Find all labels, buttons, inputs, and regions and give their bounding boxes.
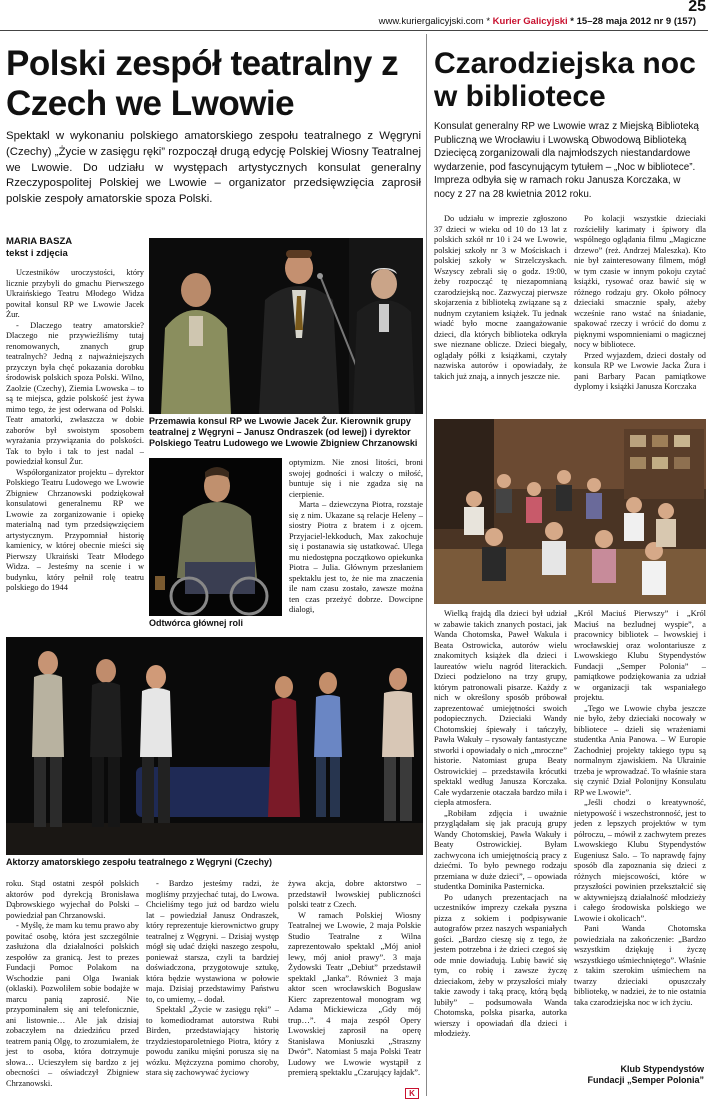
paragraph: optymizm. Nie znosi litości, broni swojej godności i walczy o miłość, buntuje się i nie zgadza się na cierpienie. [289, 458, 423, 499]
byline [6, 236, 146, 260]
photo-children-library [434, 419, 706, 604]
photo-speakers-image [149, 238, 423, 414]
right-top-col1 [434, 214, 567, 414]
paragraph: - Bardzo jesteśmy radzi, że mogliśmy przyjechać tutaj, do Lwowa. Chcieliśmy tego już od bardzo wielu lat – powiedział Janusz Ondraszek, który reprezentuje kierownictwo grupy teatralnej z Węgryni. – Dzisiaj występ mógł się udać dzięki naszego zespołu, ponieważ starsza, czyli ta bardziej doświadczona, przygotowuje sztukę, która będzie wystawiona w połowie maja. Dzisiaj przedstawimy Państwu to, co umiemy, – dodał. [146, 879, 279, 1004]
left-article-lead: Spektakl w wykonaniu polskiego amatorskiego zespołu teatralnego z Węgryni (Czechy) „Życie w zasięgu ręki” rozpoczął drugą edycję Polskiej Wiosny Teatralnej we Lwowie. Do udziału w występach artystycznych konsulat generalny Rzeczypospolitej Polskiej we Lwowie – organizator przedsięwzięcia zaprosił polskie zespoły amatorskie spoza Polski. [6, 130, 421, 206]
signature-line2: Fundacji „Semper Polonia” [587, 1075, 704, 1085]
paragraph: - Myślę, że mam ku temu prawo aby powitać osobę, która jest szczególnie zasłużona dla działalności polskich zespołów za granicą. Jest to prezes Fundacji Pomoc Polakom na Wschodzie pani Olga Iwaniak (oklaski). Pozwoliłem sobie bodajże w marcu panią zaprosić. Nie przypominałem się ani telefonicznie, ani listownie… Ale jak dzisiaj zobaczyłem na dziedzińcu przed teatrem panią Olgę, to zrozumiałem, że jest to osoba, która dotrzymuje słowa… Ucieszyłem się bardzo z jej obecności – oświadczył Zbigniew Chrzanowski. [6, 921, 139, 1088]
paragraph: „Tego we Lwowie chyba jeszcze nie było, żeby dzieciaki nocowały w bibliotece – dzieli się wrażeniami studentka Ania Panowa. – W Europie Zachodniej projekty takiego typu są normalnym zjawiskiem. Na Ukrainie trzeba je wprowadzać. To właśnie stara się czynić Dział Polonijny Konsulatu RP we Lwowie”. [574, 703, 706, 797]
author-note: tekst i zdjęcia [6, 248, 68, 259]
paragraph: Spektakl „Życie w zasięgu ręki” – to komediodramat autorstwa Rubi Birden, przedstawiający historię trzydziestoparoletniego Piotra, który z powodu zaniku mięśni porusza się na wózku. Mężczyzna pomimo choroby, stara się zachowywać życiowy [146, 1005, 279, 1077]
paragraph: „Robiłam zdjęcia i uważnie przyglądałam się jak pracują grupy Wandy Chotomskiej, Pawła Wakuły i Beaty Ostrowickiej. Byłam zachwycona ich umiejętnością pracy z dziećmi. To było pewnego rodzaju przemiana w duże dzieci”, – opowiada studentka Dominika Pasternicka. [434, 808, 567, 891]
paragraph: Do udziału w imprezie zgłoszono 37 dzieci w wieku od 10 do 13 lat z polskich szkół nr 10 i 24 we Lwowie, polskiej szkoły nr 3 w Mościskach i polskiej szkoły w Strzelczyskach. Wszyscy zebrali się o godz. 19:00, żeby rozpocząć tę niezapomnianą czarodziejską noc. Zazwyczaj pierwsze skojarzenia z biblioteką związane są z nudnym czytaniem książek. Tu jednak wiadć było mocne zaangażowanie dzieci, dla których biblioteka odkryła swe nieznane oblicze. Dzieci biegały, oglądały półki z książkami, czytały nazwiska autorów i opowiadały, że takich już znają, a innych jeszcze nie. [434, 214, 567, 381]
photo-cast-image [6, 637, 423, 855]
left-col1 [6, 268, 144, 634]
paragraph: Pani Wanda Chotomska powiedziała na zakończenie: „Bardzo wszystkim dziękuję i życzę wszystkiego uśmiechniętego”. Właśnie z takim szerokim uśmiechem na twarzy dzieciaki opuszczały bibliotekę, w nadziei, że to nie ostatnia taka czarodziejska noc w ich życiu. [574, 924, 706, 1007]
header-brand: Kurier Galicyjski [492, 16, 568, 27]
left-bottom-col2 [146, 879, 279, 1089]
paragraph: „Jeśli chodzi o kreatywność, nietypowość i wszechstronność, jest to jeden z lepszych projektów w tym półroczu, – mówił z zachwytem prezes Lwowskiego Klubu Stypendystów Eugeniusz Salo. – To naprawdę fajny sposób dla zapoznania się dzieci z różnych miejscowości, które w przyszłości powinien przekształcić się w aktywniejszą działalność młodzieży i całego środowiska polskiego we Lwowie i okolicach”. [574, 798, 706, 923]
page-number: 25 [688, 0, 706, 15]
paragraph: Przed wyjazdem, dzieci dostały od konsula RP we Lwowie Jacka Żura i pani Barbary Pacan pamiątkowe dyplomy i książki Janusza Korczaka [574, 350, 706, 391]
right-article-title: Czarodziejska noc w bibliotece [434, 47, 696, 113]
photo-speakers-caption: Przemawia konsul RP we Lwowie Jacek Żur. Kierownik grupy teatralnej z Węgryni – Janusz Ondraszek (od lewej) i dyrektor Polskiego Teatru Ludowego we Lwowie Zbigniew Chrzanowski [149, 416, 418, 448]
paragraph: roku. Stąd ostatni zespół polskich aktorów pod dyrekcją Bronisława Dąbrowskiego wyjechał do Polski – powiedział pan Chrzanowski. [6, 879, 139, 920]
kurier-logo-icon: K [405, 1088, 419, 1099]
right-article-lead: Konsulat generalny RP we Lwowie wraz z Miejską Biblioteką Publiczną we Wrocławiu i Lwowską Obwodową Biblioteką Dziecięcą zorganizowali dla najmłodszych niestandardowe wydarzenie, pod fascynującym tytułem – „Noc w bibliotece”. Impreza odbyła się w ramach roku Janusza Korczaka, w nocy z 27 na 28 kwietnia 2012 roku. [434, 121, 699, 200]
paragraph: Uczestników uroczystości, który licznie przybyli do gmachu Pierwszego Ukraińskiego Teatru Młodego Widza powitał konsul RP we Lwowie Jacek Żur. [6, 268, 144, 319]
column-divider [426, 34, 427, 1096]
paragraph: Po udanych prezentacjach na uczestników imprezy czekała pyszna pizza z sokiem i podpisywanie autografów przez naszych wspaniałych gości. „Bardzo cieszę się z tego, że jestem potrzebna i że dzieci czegoś się ode mnie dowiadują. Lubię bawić się tym, co robię i zawsze życzę dzieciakom, żeby w przyszłości miały takie zawody i taką pracę, którą będą lubiły” – podsumowała Wanda Chotomska, polska pisarka, autorka wierszy i opowiadań dla dzieci i młodzieży. [434, 892, 567, 1038]
photo-lead-actor-caption: Odtwórca głównej roli [149, 618, 244, 628]
signature-line1: Klub Stypendystów [620, 1064, 704, 1074]
photo-speakers [149, 238, 423, 414]
photo-cast-caption: Aktorzy amatorskiego zespołu teatralnego z Węgryni (Czechy) [6, 857, 273, 867]
right-top-col2 [574, 214, 706, 414]
paragraph: W ramach Polskiej Wiosny Teatralnej we Lwowie, 2 maja Polskie Studio Teatralne z Wilna zaprezentowało spektakl „Mój anioł lewy, mój anioł prawy”. 3 maja Żydowski Teatr „Debiut” przedstawił spektakl „Janka”. Również 3 maja aktor scen wrocławskich Bogusław Kierc zaprezentował monogram wg Adama Mickiewicza „Gdy mój trup…”. 4 maja zespół Opery Lwowskiej zaprosił na operę Stanisława Moniuszki „Straszny Dwór”. Natomiast 5 maja Polski Teatr Ludowy we Lwowie wystąpił z premierą spektaklu „Czarujący łajdak”. [288, 910, 421, 1077]
header-rule [0, 30, 708, 31]
left-col-mid [289, 458, 423, 634]
right-bottom-col2 [574, 609, 706, 1061]
photo-lead-actor [149, 458, 282, 616]
paragraph: Wielką frajdą dla dzieci był udział w zabawie takich znanych postaci, jak Wanda Chotomska, Paweł Wakula i Beata Ostrowicka, autorów wielu znakomitych książek dla dzieci i laureatów wielu nagród literackich. Dzieci podzielono na trzy grupy, którym patronowali pisarze. Każdy z nich w określony sposób próbował zaprezentować umiejętności swoich podopiecznych. Dzieciaki Wandy Chotomskiej śpiewały i tańczyły, Pawła Wakuły – rysowały fantastyczne stworki i opowiadały o nich „mroczne” historie. Natomiast grupa Beaty Ostrowickiej – przedstawiła krócutki spektakl według Janusza Korczaka. Całe wydarzenie otaczała bardzo miła i ciepła atmosfera. [434, 609, 567, 807]
left-bottom-col3 [288, 879, 421, 1079]
signature [572, 1064, 704, 1086]
photo-children-library-image [434, 419, 706, 604]
page-header [0, 0, 708, 26]
photo-cast [6, 637, 423, 855]
paragraph: Marta – dziewczyna Piotra, rozstaje się z nim. Ukazane są relacje Heleny – siostry Piotra z bratem i z ojcem. Przyjaciel-lekkoduch, Max zakochuje się i postanawia się ustatkować. Ulega mu niedostępna początkowo opiekunka Piotra – Julia. Głównym przesłaniem spektaklu jest to, że nie ma znaczenia ile nam czasu zostało, zawsze można ten czas przeżyć dobrze. Dowcipne dialogi, [289, 500, 423, 614]
left-article-title: Polski zespół teatralny z Czech we Lwowie [6, 44, 399, 123]
paragraph: „Król Maciuś Pierwszy” i „Król Maciuś na bezludnej wyspie”, a pracownicy bibliotek – lwowskiej i wrocławskiej oraz wolontariusze z Lwowskiego Klubu Stypendystów Fundacji „Semper Polonia” – pamiątkowe podziękowania za udział w organizacji tak wspaniałego projektu. [574, 609, 706, 702]
paragraph: - Dlaczego teatry amatorskie? Dlaczego nie przywieźliśmy tutaj renomowanych, znanych grup teatralnych? Jedną z najważniejszych przyczyn była chęć pokazania dorobku środowisk polskich spoza Polski. Wilno, Zaolzie (Czechy), Ziemia Lwowska – to są te miejsca, gdzie polskość jest żywa mimo tego, że jest oderwana od Polski. Teatr amatorki, zwłaszcza w dobie zaborów był swoistym sposobem wyrażania przywiązania do polskości. Tak to było i tak to jest nadal – powiedział konsul Żur. [6, 320, 144, 466]
photo-lead-actor-image [149, 458, 282, 616]
right-bottom-col1 [434, 609, 567, 1099]
left-bottom-col1 [6, 879, 139, 1088]
author-name: MARIA BASZA [6, 236, 73, 247]
header-separator: * [486, 16, 491, 27]
header-issue: * 15–28 maja 2012 nr 9 (157) [570, 16, 696, 27]
paragraph: żywa akcja, dobre aktorstwo – przedstawił lwowskiej publiczności polski teatr z Czech. [288, 879, 421, 909]
paragraph: Po kolacji wszystkie dzieciaki rozściełiły karimaty i śpiwory dla wspólnego oglądania filmu „Magiczne drzewo” (reż. Andrzej Maleszka). Kto nie był zainteresowany filmem, mógł w tym czasie w innym pokoju czytać książki, rysować oraz bawić się w różnego rodzaju gry. Około północy dzieciaki smacznie spały, ażeby wcześnie rano wstać na śniadanie, spakować rzeczy i wrócić do domu z pięknymi wspomnieniami o magicznej nocy w bibliotece. [574, 214, 706, 349]
header-line [379, 16, 696, 27]
paragraph: Współorganizator projektu – dyrektor Polskiego Teatru Ludowego we Lwowie Zbigniew Chrzanowski podziękował konsulatowi generalnemu RP we Lwowie za zorganizowanie i opiekę materialną nad tym przedsięwzięciem artystycznym. Przypomniał historię kamienicy, w której obecnie mieści się Pierwszy Ukraiński Teatr Młodego Widza. – Jesteśmy na scenie i w budynku, który pełnił rolę teatru polskiego do 1944 [6, 467, 144, 592]
header-website[interactable]: www.kuriergalicyjski.com [378, 16, 484, 27]
